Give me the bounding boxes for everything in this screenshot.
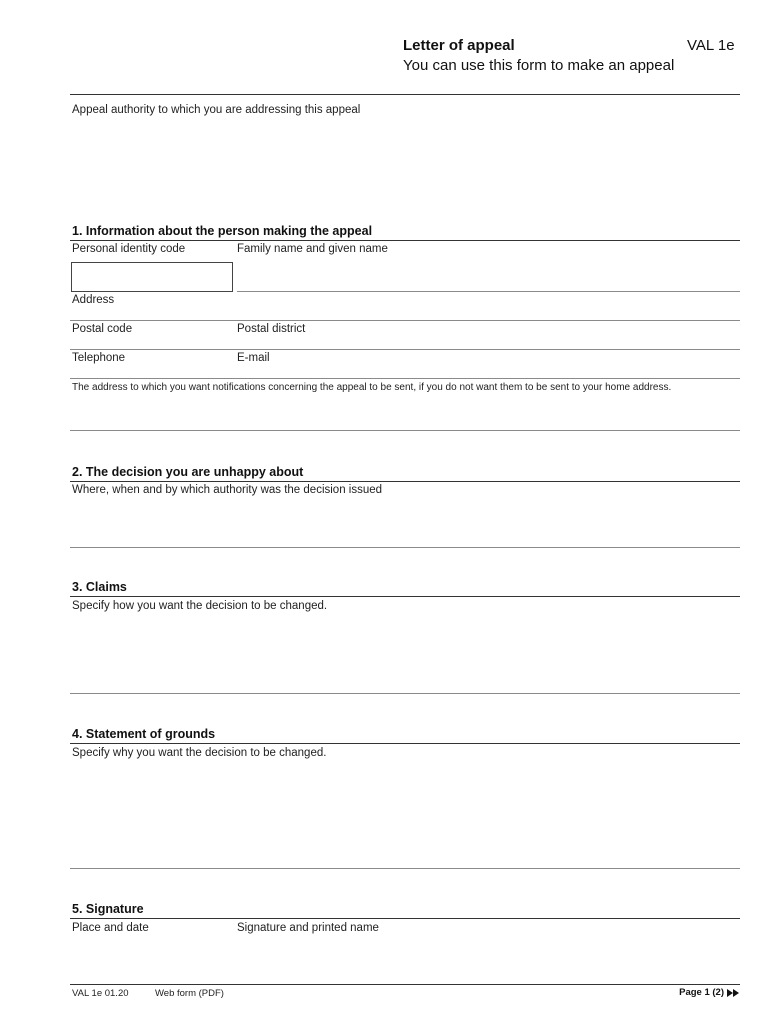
header-divider <box>70 94 740 95</box>
name-underline <box>237 291 740 292</box>
section1-heading: 1. Information about the person making the appeal <box>72 224 373 238</box>
contact-underline <box>70 378 740 379</box>
section1-divider <box>70 240 740 241</box>
section5-heading: 5. Signature <box>72 902 144 916</box>
decision-underline <box>70 547 740 548</box>
email-label: E-mail <box>237 352 270 364</box>
section2-divider <box>70 481 740 482</box>
notification-address-field[interactable] <box>70 396 740 429</box>
authority-label: Appeal authority to which you are addressing this appeal <box>72 104 361 116</box>
page-indicator <box>679 987 739 998</box>
section4-divider <box>70 743 740 744</box>
double-arrow-right-icon[interactable] <box>727 989 739 997</box>
form-version: VAL 1e 01.20 <box>72 988 129 999</box>
postal-district-label: Postal district <box>237 323 306 335</box>
email-field[interactable] <box>237 366 740 378</box>
form-title: Letter of appeal <box>403 37 515 54</box>
claims-field[interactable] <box>70 616 740 692</box>
section2-heading: 2. The decision you are unhappy about <box>72 465 304 479</box>
signature-field[interactable] <box>237 938 740 982</box>
place-date-field[interactable] <box>70 938 230 982</box>
form-subtitle: You can use this form to make an appeal <box>403 57 675 74</box>
place-date-label: Place and date <box>72 922 149 934</box>
name-field[interactable] <box>237 260 740 290</box>
personal-id-input[interactable] <box>71 262 233 292</box>
personal-id-label: Personal identity code <box>72 243 186 255</box>
grounds-label: Specify why you want the decision to be changed. <box>72 747 327 759</box>
authority-field[interactable] <box>70 122 740 217</box>
postal-code-field[interactable] <box>70 337 230 349</box>
postal-code-label: Postal code <box>72 323 133 335</box>
claims-underline <box>70 693 740 694</box>
section5-divider <box>70 918 740 919</box>
notification-underline <box>70 430 740 431</box>
signature-label: Signature and printed name <box>237 922 379 934</box>
telephone-field[interactable] <box>70 366 230 378</box>
postal-district-field[interactable] <box>237 337 740 349</box>
section3-divider <box>70 596 740 597</box>
claims-label: Specify how you want the decision to be changed. <box>72 600 328 612</box>
name-label: Family name and given name <box>237 243 388 255</box>
postal-underline <box>70 349 740 350</box>
address-label: Address <box>72 294 115 306</box>
form-code: VAL 1e <box>687 37 735 54</box>
grounds-field[interactable] <box>70 763 740 867</box>
section3-heading: 3. Claims <box>72 580 127 594</box>
decision-field[interactable] <box>70 500 740 546</box>
notification-address-label: The address to which you want notifications concerning the appeal to be sent, if you do not want them to be sent to your home address. <box>72 382 672 393</box>
telephone-label: Telephone <box>72 352 126 364</box>
form-type: Web form (PDF) <box>155 988 224 999</box>
section4-heading: 4. Statement of grounds <box>72 727 216 741</box>
address-field[interactable] <box>70 308 740 320</box>
page-number: Page 1 (2) <box>679 987 724 998</box>
address-underline <box>70 320 740 321</box>
footer-divider <box>70 984 740 985</box>
decision-label: Where, when and by which authority was the decision issued <box>72 484 383 496</box>
grounds-underline <box>70 868 740 869</box>
